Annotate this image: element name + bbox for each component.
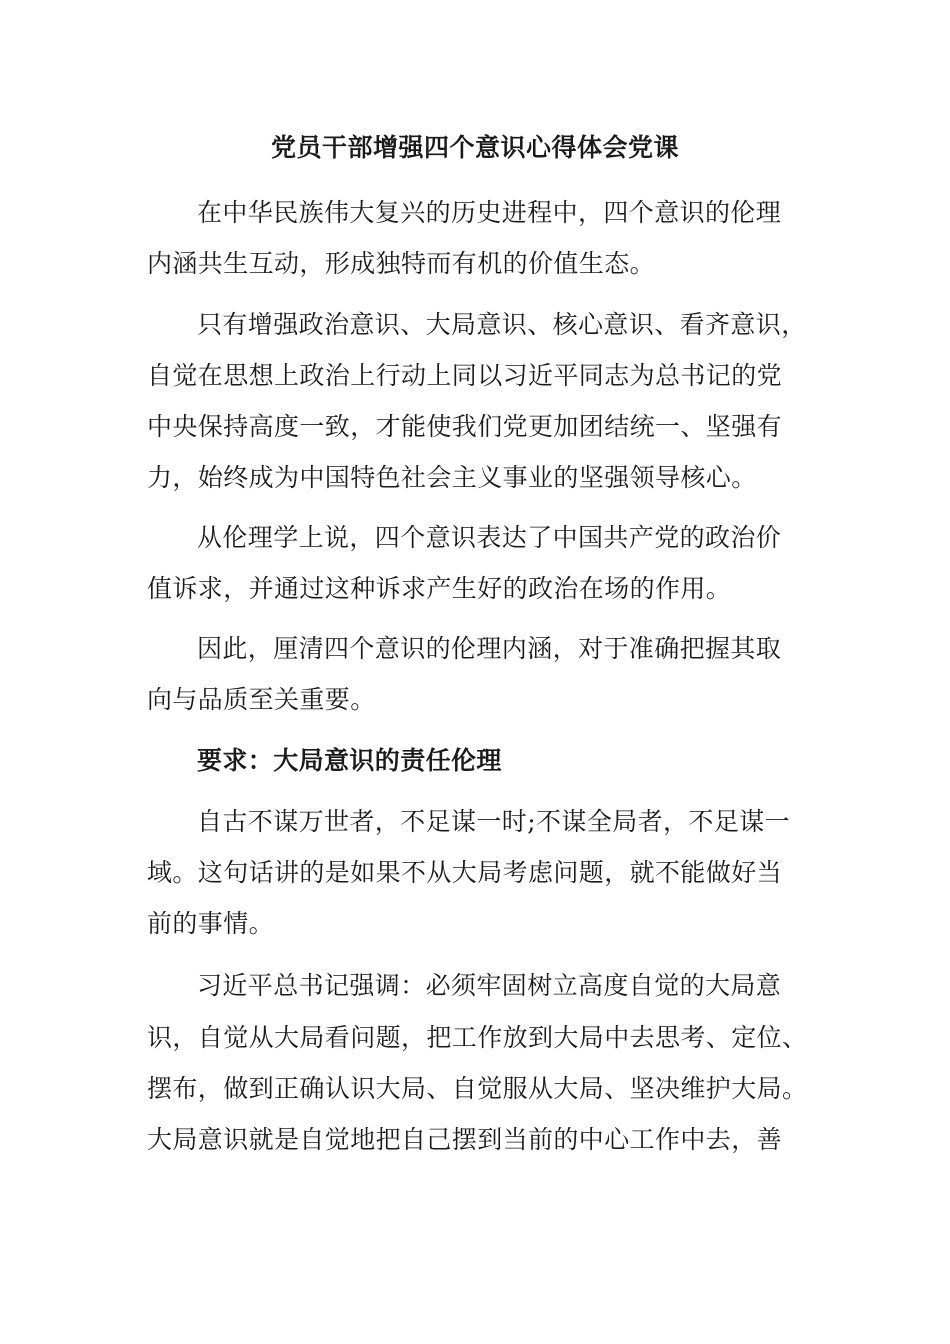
paragraph-2-line-3: 中央保持高度一致，才能使我们党更加团结统一、坚强有 xyxy=(147,412,783,441)
paragraph-4-line-1: 因此，厘清四个意识的伦理内涵，对于准确把握其取 xyxy=(197,634,782,663)
paragraph-5-line-1: 自古不谋万世者，不足谋一时;不谋全局者，不足谋一 xyxy=(197,807,791,836)
paragraph-5-line-3: 前的事情。 xyxy=(147,909,275,938)
paragraph-6-line-3: 摆布，做到正确认识大局、自觉服从大局、坚决维护大局。 xyxy=(147,1074,808,1103)
paragraph-2-line-1: 只有增强政治意识、大局意识、核心意识、看齐意识， xyxy=(197,310,807,339)
paragraph-6-line-2: 识，自觉从大局看问题，把工作放到大局中去思考、定位、 xyxy=(147,1023,808,1052)
paragraph-5-line-2: 域。这句话讲的是如果不从大局考虑问题，就不能做好当 xyxy=(147,858,783,887)
paragraph-3-line-1: 从伦理学上说，四个意识表达了中国共产党的政治价 xyxy=(197,523,782,552)
paragraph-6-line-1: 习近平总书记强调：必须牢固树立高度自觉的大局意 xyxy=(197,971,782,1000)
paragraph-4-line-2: 向与品质至关重要。 xyxy=(147,685,376,714)
document-title: 党员干部增强四个意识心得体会党课 xyxy=(270,133,679,162)
paragraph-6-line-4: 大局意识就是自觉地把自己摆到当前的中心工作中去，善 xyxy=(147,1125,783,1154)
paragraph-1-line-2: 内涵共生互动，形成独特而有机的价值生态。 xyxy=(147,249,656,278)
section-heading: 要求：大局意识的责任伦理 xyxy=(197,746,502,775)
paragraph-2-line-2: 自觉在思想上政治上行动上同以习近平同志为总书记的党 xyxy=(147,361,783,390)
paragraph-1-line-1: 在中华民族伟大复兴的历史进程中，四个意识的伦理 xyxy=(197,198,782,227)
paragraph-2-line-4: 力，始终成为中国特色社会主义事业的坚强领导核心。 xyxy=(147,463,757,492)
paragraph-3-line-2: 值诉求，并通过这种诉求产生好的政治在场的作用。 xyxy=(147,574,732,603)
